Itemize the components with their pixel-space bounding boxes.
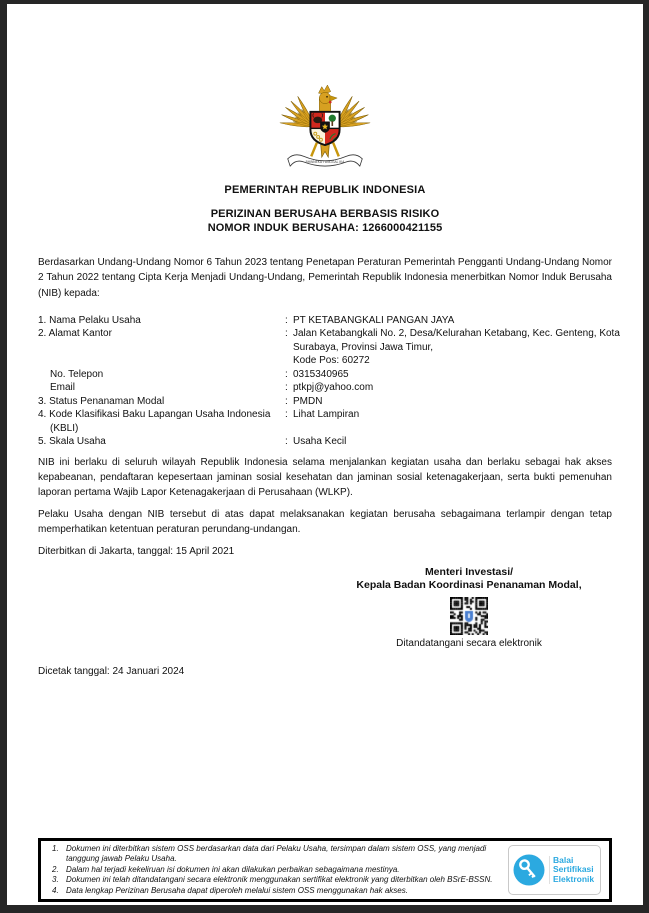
bsre-key-icon [512,853,546,887]
disclaimer-note: 3. Dokumen ini telah ditandatangani secara elektronik menggunakan sertifikat elektronik yang diterbitkan oleh BSrE-BSSN. [52,875,493,885]
issued-line: Diterbitkan di Jakarta, tanggal: 15 April 2021 [38,546,235,558]
field-row: Email : ptkpj@yahoo.com [50,382,374,394]
field-row: 2. Alamat Kantor : Jalan Ketabangkali No. 2, Desa/Kelurahan Ketabang, Kec. Genteng, Kota Surabaya, Provinsi Jawa Timur, Kode Pos: 60272 [38,328,620,367]
disclaimer-notes [47,844,508,897]
page-title: PEMERINTAH REPUBLIK INDONESIA [224,184,426,196]
field-row: No. Telepon : 0315340965 [50,368,349,380]
balai-logo-text: Balai Sertifikasi Elektronik [549,856,594,885]
document-page [7,4,643,905]
field-row: 4. Kode Klasifikasi Baku Lapangan Usaha Indonesia (KBLI) : Lihat Lampiran [38,409,360,434]
authority-line-1: Menteri Investasi/ [424,566,514,579]
svg-text:BHINNEKA TUNGGAL IKA: BHINNEKA TUNGGAL IKA [305,159,345,164]
field-row: 5. Skala Usaha : Usaha Kecil [38,436,347,448]
document-subtitle [38,208,612,235]
printed-date-line: Dicetak tanggal: 24 Januari 2024 [38,666,185,678]
signature-block [326,566,612,649]
intro-paragraph: Berdasarkan Undang-Undang Nomor 6 Tahun 2023 tentang Penetapan Peraturan Pemerintah Pengganti Undang-Undang Nomor 2 Tahun 2022 tentang Cipta Kerja Menjadi Undang-Undang, Pemerintah Republik Indonesia menerbitkan Nomor Induk Berusaha (NIB) kepada: [38,257,612,299]
bhinneka-banner [288,155,363,166]
disclaimer-note: 1. Dokumen ini diterbitkan sistem OSS berdasarkan data dari Pelaku Usaha, tersimpan dalam sistem OSS, yang menjadi tanggung jawab Pelaku Usaha. [52,843,487,864]
disclaimer-note: 4. Data lengkap Perizinan Berusaha dapat diperoleh melalui sistem OSS menggunakan hak akses. [52,885,408,895]
document-content [7,81,643,677]
nib-number-line: NOMOR INDUK BERUSAHA: 1266000421155 [207,221,443,234]
subtitle-line-1: PERIZINAN BERUSAHA BERBASIS RISIKO [210,208,440,220]
electronic-signature-note: Ditandatangani secara elektronik [396,638,542,650]
balai-sertifikasi-elektronik-logo [508,845,601,895]
disclaimer-box [38,838,612,902]
authority-line-2: Kepala Badan Koordinasi Penanaman Modal, [356,579,582,592]
garuda-pancasila-emblem [276,81,374,175]
field-row: 3. Status Penanaman Modal : PMDN [38,395,323,407]
validity-paragraph: NIB ini berlaku di seluruh wilayah Republik Indonesia selama menjalankan kegiatan usaha dan berlaku sebagai hak akses kepabeanan, pendaftaran kepesertaan jaminan sosial kesehatan dan jaminan sosial ketenagakerjaan, serta bukti pemenuhan laporan pertama Wajib Lapor Ketenagakerjaan di Perusahaan (WLKP). [38,456,612,499]
compliance-paragraph: Pelaku Usaha dengan NIB tersebut di atas dapat melaksanakan kegiatan berusaha sebagaimana terlampir dengan tetap memperhatikan ketentuan peraturan perundang-undangan. [38,508,612,536]
field-row: 1. Nama Pelaku Usaha : PT KETABANGKALI PANGAN JAYA [38,314,455,326]
fields-table [38,314,620,449]
disclaimer-note: 2. Dalam hal terjadi kekeliruan isi dokumen ini akan dilakukan perbaikan sebagaimana mestinya. [52,864,400,874]
qr-code [450,597,488,635]
pancasila-shield [309,112,341,145]
garuda-head [319,85,338,115]
